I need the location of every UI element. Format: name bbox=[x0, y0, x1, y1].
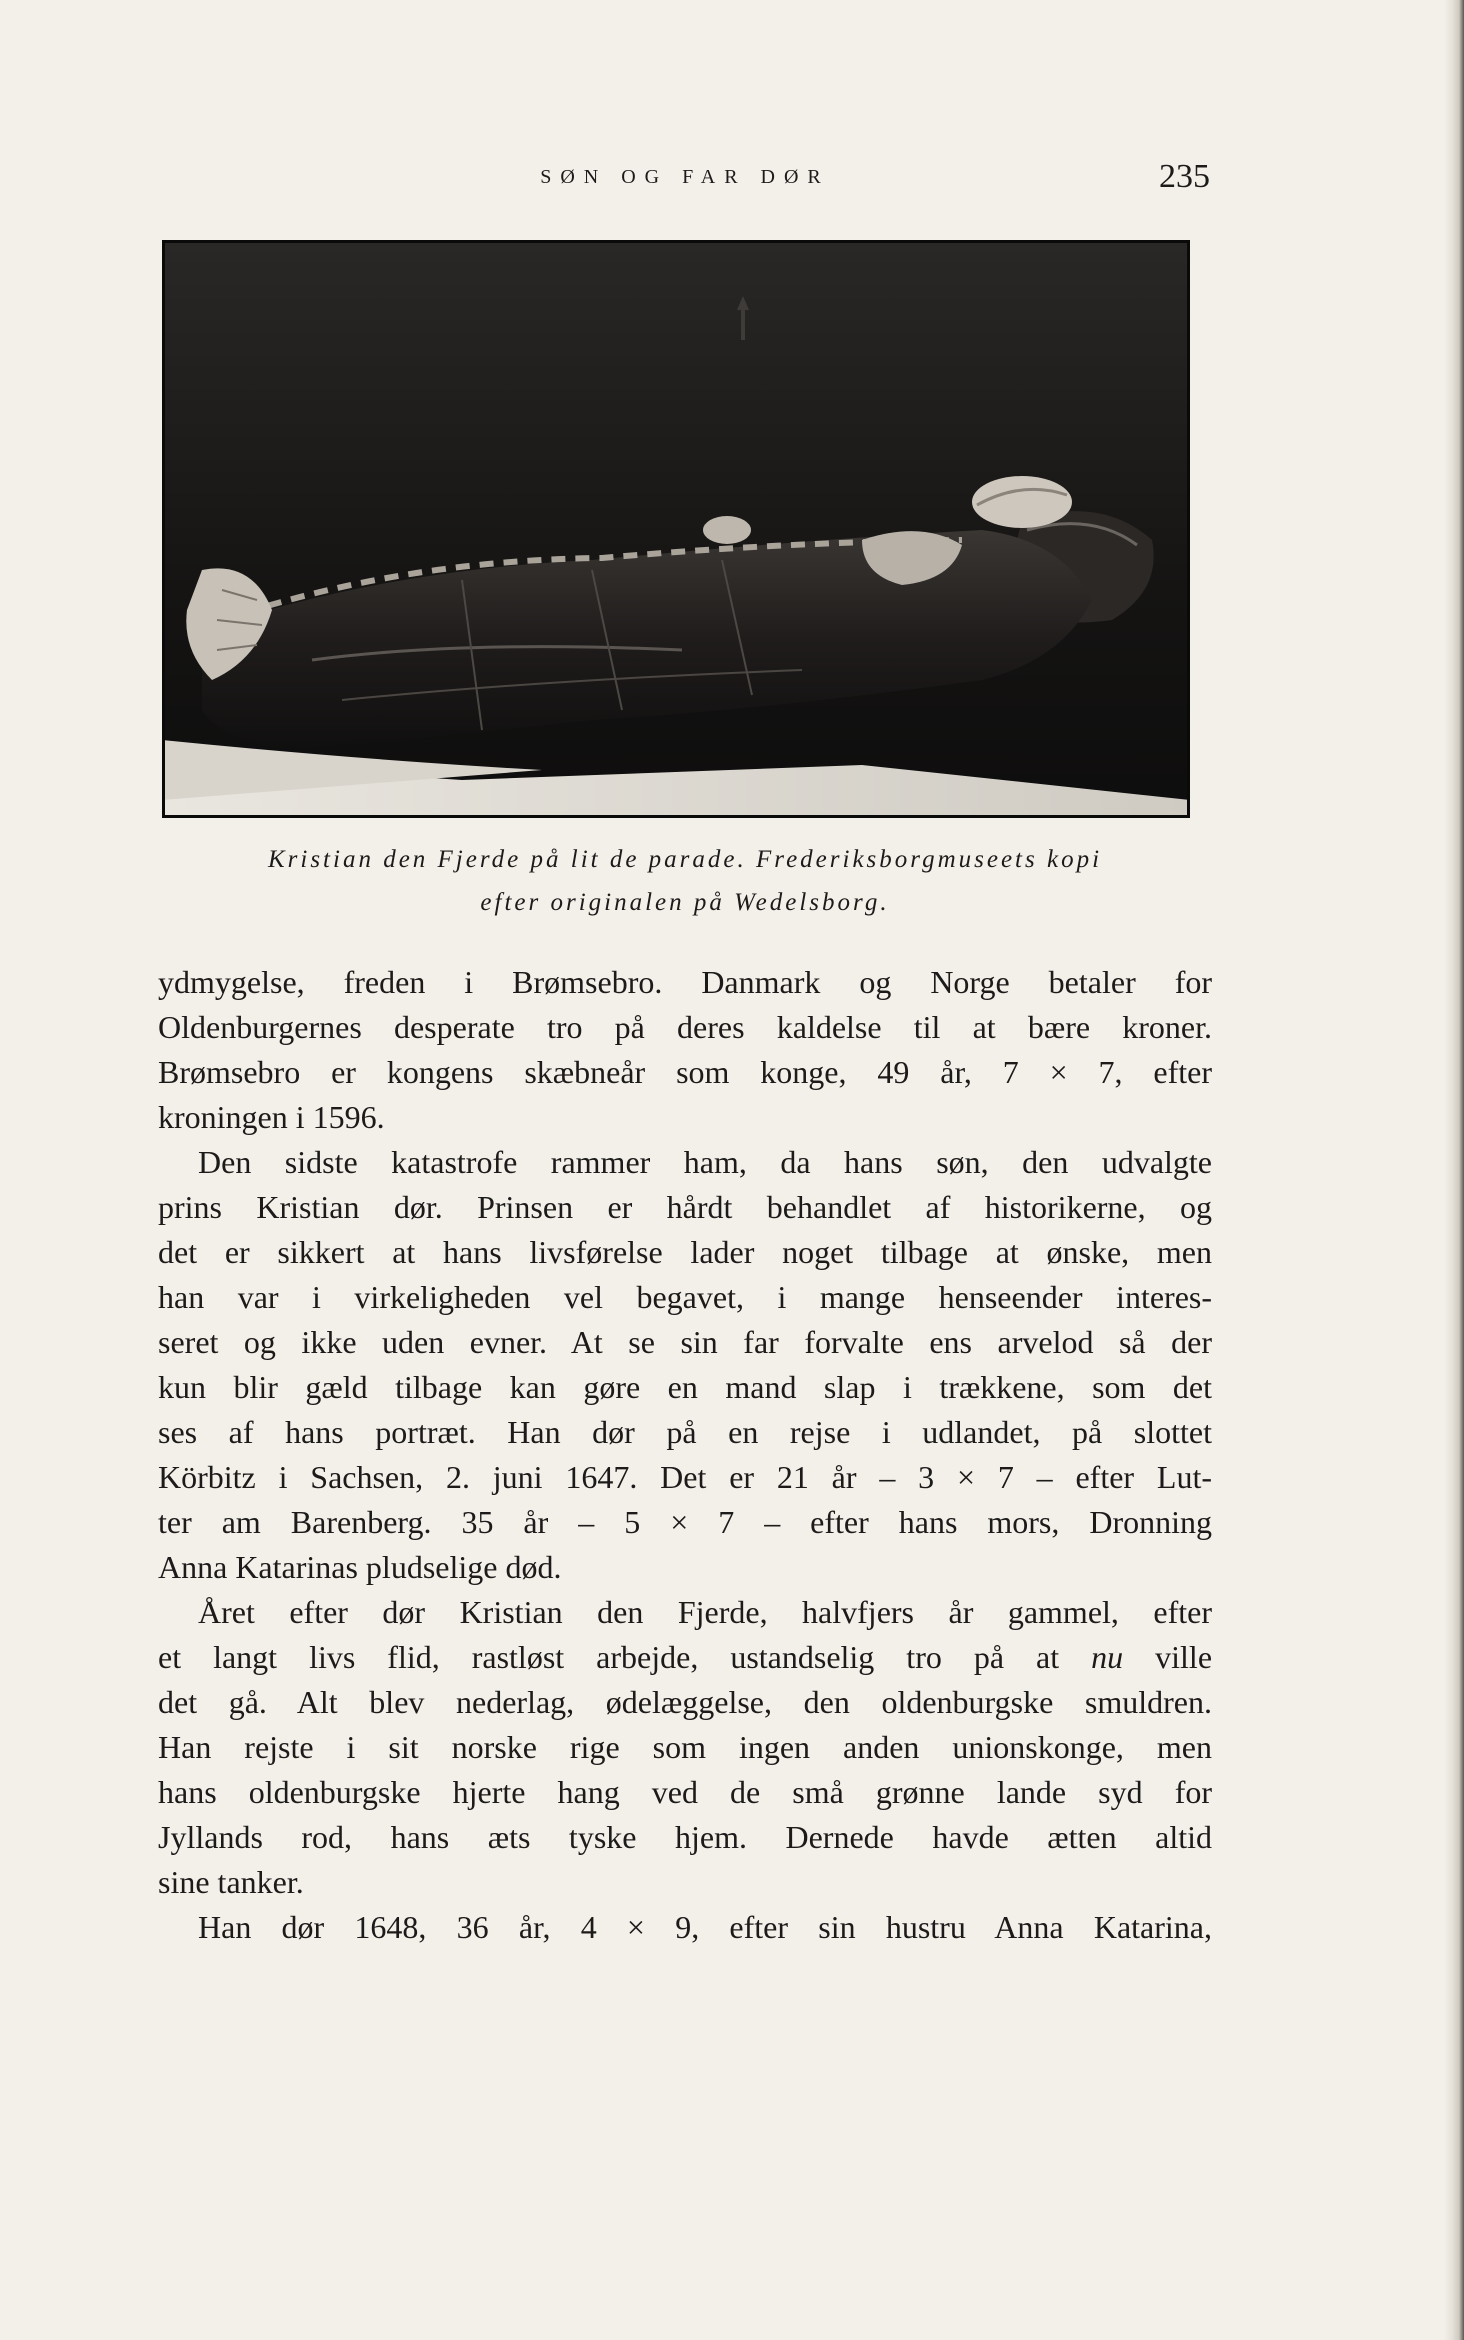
text-line: Jyllands rod, hans æts tyske hjem. Dernede havde ætten altid bbox=[158, 1819, 1212, 1855]
text-line: han var i virkeligheden vel begavet, i mange henseender interes- bbox=[158, 1279, 1212, 1315]
line-tail: ville bbox=[1155, 1639, 1213, 1675]
emphasis-word: nu bbox=[1091, 1639, 1124, 1675]
running-title: SØN OG FAR DØR bbox=[540, 166, 830, 188]
text-line: hans oldenburgske hjerte hang ved de små grønne lande syd for bbox=[158, 1774, 1212, 1810]
text-line: ter am Barenberg. 35 år – 5 × 7 – efter hans mors, Dronning bbox=[158, 1504, 1212, 1540]
text-line: Oldenburgernes desperate tro på deres kaldelse til at bære kroner. bbox=[158, 1009, 1212, 1045]
text-line: Brømsebro er kongens skæbneår som konge, 49 år, 7 × 7, efter bbox=[158, 1054, 1212, 1090]
text-line: kroningen i 1596. bbox=[158, 1099, 385, 1135]
text-line: ydmygelse, freden i Brømsebro. Danmark og Norge betaler for bbox=[158, 964, 1212, 1000]
text-line: Körbitz i Sachsen, 2. juni 1647. Det er 21 år – 3 × 7 – efter Lut- bbox=[158, 1459, 1212, 1495]
paragraph-start: Han dør 1648, 36 år, 4 × 9, efter sin hustru Anna Katarina, bbox=[198, 1909, 1212, 1945]
line-text: et langt livs flid, rastløst arbejde, ustandselig tro på at bbox=[158, 1639, 1060, 1675]
text-line-with-emphasis bbox=[158, 1635, 1212, 1680]
figure-caption bbox=[160, 838, 1210, 924]
text-line: det er sikkert at hans livsførelse lader noget tilbage at ønske, men bbox=[158, 1234, 1212, 1270]
text-line: ses af hans portræt. Han dør på en rejse i udlandet, på slottet bbox=[158, 1414, 1212, 1450]
text-line: Anna Katarinas pludselige død. bbox=[158, 1549, 562, 1585]
photograph-image bbox=[162, 240, 1190, 818]
page-number: 235 bbox=[1159, 158, 1210, 195]
text-line: kun blir gæld tilbage kan gøre en mand slap i trækkene, som det bbox=[158, 1369, 1212, 1405]
text-line: det gå. Alt blev nederlag, ødelæggelse, den oldenburgske smuldren. bbox=[158, 1684, 1212, 1720]
paragraph-start: Den sidste katastrofe rammer ham, da hans søn, den udvalgte bbox=[198, 1144, 1212, 1180]
text-line: Han rejste i sit norske rige som ingen anden unionskonge, men bbox=[158, 1729, 1212, 1765]
paragraph-start: Året efter dør Kristian den Fjerde, halvfjers år gammel, efter bbox=[198, 1594, 1212, 1630]
caption-line-2: efter originalen på Wedelsborg. bbox=[480, 889, 890, 916]
caption-line-1: Kristian den Fjerde på lit de parade. Frederiksborgmuseets kopi bbox=[267, 846, 1103, 873]
lit-de-parade-photograph bbox=[162, 240, 1190, 818]
running-head bbox=[160, 160, 1210, 200]
text-line: prins Kristian dør. Prinsen er hårdt behandlet af historikerne, og bbox=[158, 1189, 1212, 1225]
body-text bbox=[158, 960, 1212, 1950]
text-line: seret og ikke uden evner. At se sin far forvalte ens arvelod så der bbox=[158, 1324, 1212, 1360]
text-line: sine tanker. bbox=[158, 1864, 304, 1900]
page-edge-shadow bbox=[1444, 0, 1464, 2340]
